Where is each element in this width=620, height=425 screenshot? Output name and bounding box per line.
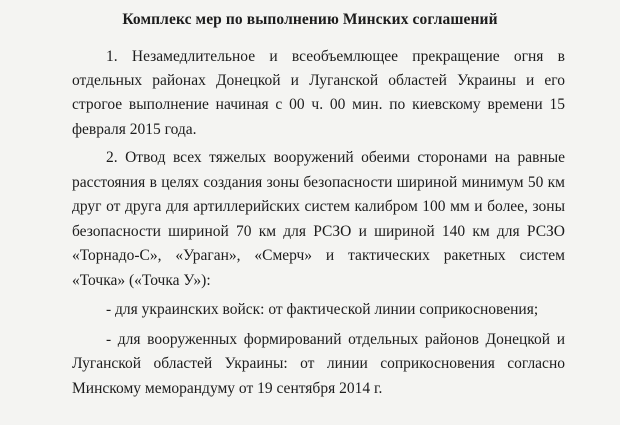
bullet2-line-3: Минскому меморандуму от 19 сентября 2014 г. bbox=[72, 380, 383, 397]
item1-line-4: февраля 2015 года. bbox=[72, 121, 197, 138]
item1-line-1: 1. Незамедлительное и всеобъемлющее прекращение огня в bbox=[106, 48, 565, 65]
item2-line-3: друг от друга для артиллерийских систем калибром 100 мм и более, зоны bbox=[72, 198, 565, 215]
bullet2-line-1: - для вооруженных формирований отдельных районов Донецкой и bbox=[106, 331, 565, 348]
item2-line-5: «Торнадо-С», «Ураган», «Смерч» и тактических ракетных систем bbox=[72, 247, 565, 264]
item2-line-4: безопасности шириной 70 км для РСЗО и шириной 140 км для РСЗО bbox=[72, 223, 565, 240]
bullet1-line-1: - для украинских войск: от фактической линии соприкосновения; bbox=[106, 301, 539, 318]
item1-line-3: строгое выполнение начиная с 00 ч. 00 мин. по киевскому времени 15 bbox=[72, 96, 565, 113]
bullet2-line-2: Луганской областей Украины: от линии соприкосновения согласно bbox=[72, 355, 565, 372]
item2-line-2: расстояния в целях создания зоны безопасности шириной минимум 50 км bbox=[72, 174, 565, 191]
item2-line-1: 2. Отвод всех тяжелых вооружений обеими сторонами на равные bbox=[106, 149, 565, 166]
document-title: Комплекс мер по выполнению Минских соглашений bbox=[122, 11, 498, 28]
item2-line-6: «Точка» («Точка У»): bbox=[72, 272, 211, 289]
item1-line-2: отдельных районах Донецкой и Луганской областей Украины и его bbox=[72, 72, 565, 89]
